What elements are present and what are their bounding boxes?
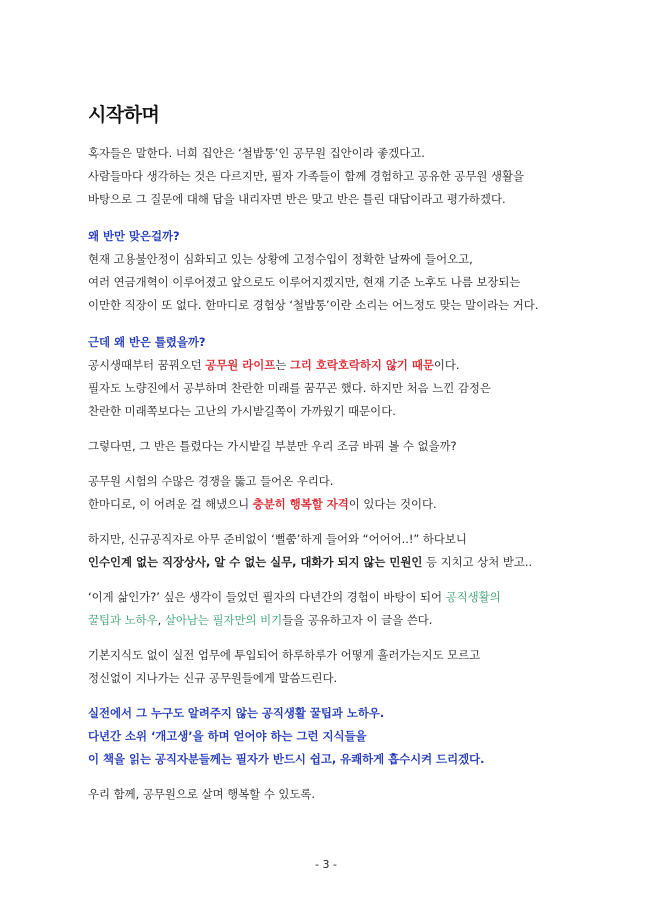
highlight-civil-servant-life: 공무원 라이프 — [205, 358, 276, 372]
section-heading-half-right: 왜 반만 맞은걸까? — [88, 229, 180, 243]
half-right-line-2: 여러 연금개혁이 이루어졌고 앞으로도 이루어지겠지만, 현재 기준 노후도 나름 보장되는 — [88, 275, 521, 289]
qualified-line: 한마디로, 이 어려운 걸 해냈으니 충분히 행복할 자격이 있다는 것이다. — [88, 497, 437, 511]
page-body — [88, 100, 566, 806]
highlight-not-easy: 그리 호락호락하지 않기 때문 — [289, 358, 434, 372]
highlight-public-life: 공직생활의 — [445, 590, 501, 604]
highlight-qualified: 충분히 행복할 자격 — [252, 497, 349, 511]
half-right-line-1: 현재 고용불안정이 심화되고 있는 상황에 고정수입이 정확한 날짜에 들어오고, — [88, 252, 473, 266]
promise-line-3: 이 책을 읽는 공직자분들께는 필자가 반드시 쉽고, 유쾌하게 흡수시켜 드리겠다. — [88, 752, 485, 766]
half-wrong-line-1: 공시생때부터 꿈꿔오던 공무원 라이프는 그리 호락호락하지 않기 때문이다. — [88, 358, 460, 372]
half-wrong-line-3: 찬란한 미래쪽보다는 고난의 가시밭길쪽이 가까웠기 때문이다. — [88, 404, 396, 418]
closing-line: 우리 함께, 공무원으로 살며 행복할 수 있도록. — [88, 787, 316, 801]
intro-line-2: 사람들마다 생각하는 것은 다르지만, 필자 가족들이 함께 경험하고 공유한 공무원 생활을 — [88, 169, 524, 183]
half-wrong-line-2: 필자도 노량진에서 공부하며 찬란한 미래를 꿈꾸곤 했다. 하지만 처음 느낀 감정은 — [88, 381, 491, 395]
purpose-line-2: 꿀팁과 노하우, 살아남는 필자만의 비기들을 공유하고자 이 글을 쓴다. — [88, 613, 433, 627]
chapter-title: 시작하며 — [88, 104, 160, 126]
question-line: 그렇다면, 그 반은 틀렸다는 가시밭길 부분만 우리 조금 바꿔 볼 수 없을까? — [88, 439, 457, 453]
intro-line-1: 혹자들은 말한다. 너희 집안은 ‘철밥통’인 공무원 집안이라 좋겠다고. — [88, 146, 425, 160]
highlight-hardships: 인수인계 없는 직장상사, 알 수 없는 실무, 대화가 되지 않는 민원인 — [88, 555, 423, 569]
page-number: - 3 - — [315, 858, 337, 871]
purpose-line-1: ‘이게 삶인가?’ 싶은 생각이 들었던 필자의 다년간의 경험이 바탕이 되어 공직생활의 — [88, 590, 501, 604]
hardships-line: 인수인계 없는 직장상사, 알 수 없는 실무, 대화가 되지 않는 민원인 등 지치고 상처 받고.. — [88, 555, 533, 569]
promise-line-2: 다년간 소위 ‘개고생’을 하며 얻어야 하는 그런 지식들을 — [88, 729, 367, 743]
competition-line: 공무원 시험의 수많은 경쟁을 뚫고 들어온 우리다. — [88, 474, 334, 488]
section-heading-half-wrong: 근데 왜 반은 틀렸을까? — [88, 335, 206, 349]
highlight-secrets: 살아남는 필자만의 비기 — [164, 613, 283, 627]
audience-line-1: 기본지식도 없이 실전 업무에 투입되어 하루하루가 어떻게 흘러가는지도 모르고 — [88, 648, 481, 662]
newcomer-line: 하지만, 신규공직자로 아무 준비없이 ‘뻘쭘’하게 들어와 “어어어..!” 하다보니 — [88, 532, 467, 546]
intro-line-3: 바탕으로 그 질문에 대해 답을 내리자면 반은 맞고 반은 틀린 대답이라고 평가하겠다. — [88, 192, 506, 206]
highlight-tips: 꿀팁과 노하우 — [88, 613, 158, 627]
half-right-line-3: 이만한 직장이 또 없다. 한마디로 경험상 ‘철밥통’이란 소리는 어느정도 맞는 말이라는 거다. — [88, 298, 539, 312]
audience-line-2: 정신없이 지나가는 신규 공무원들에게 말씀드린다. — [88, 671, 338, 685]
promise-line-1: 실전에서 그 누구도 알려주지 않는 공직생활 꿀팁과 노하우. — [88, 706, 385, 720]
